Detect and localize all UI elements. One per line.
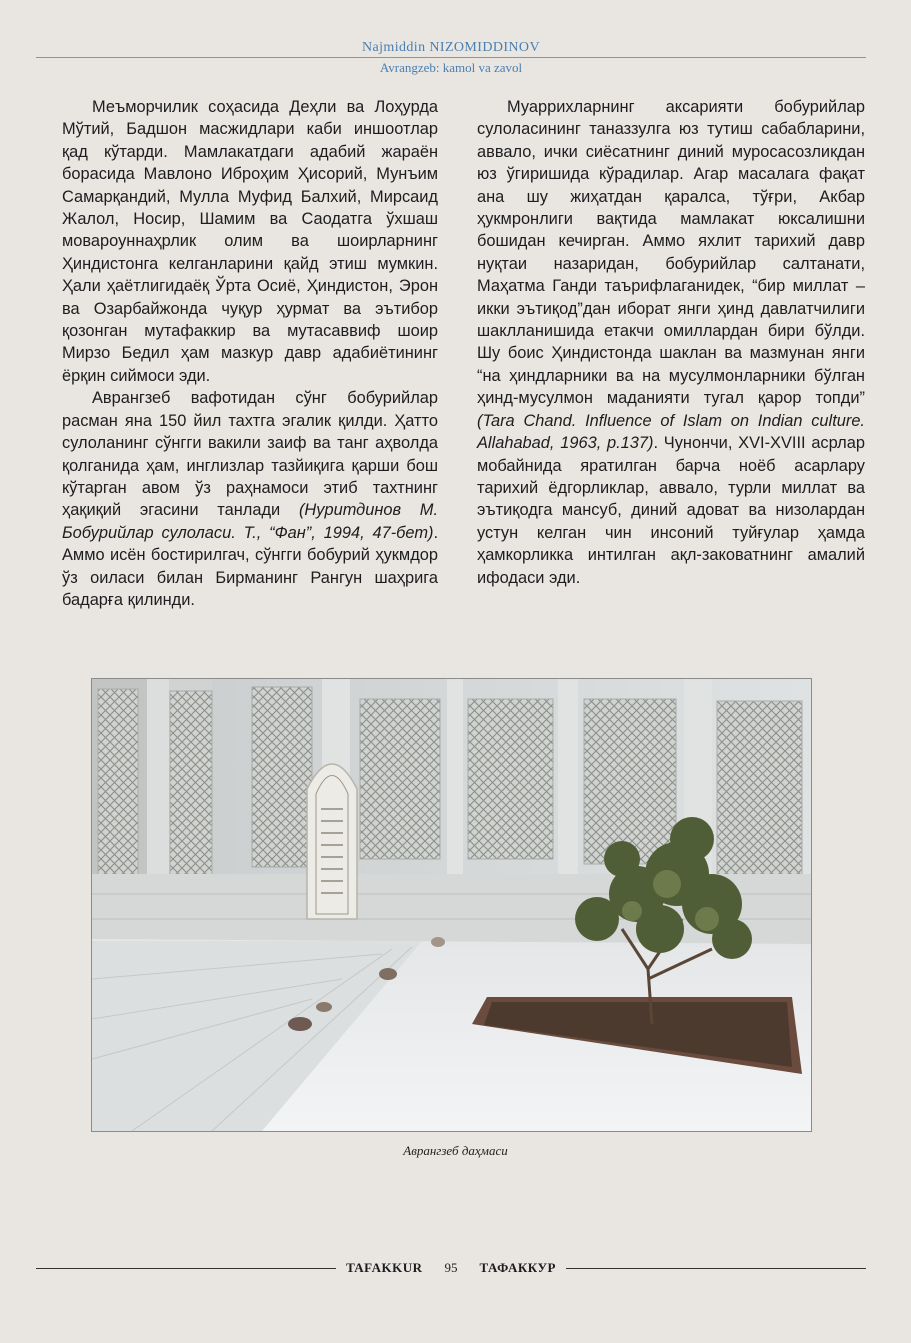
tomb-photo (91, 678, 812, 1132)
footer-rule-left (36, 1268, 336, 1269)
photo-caption: Аврангзеб даҳмаси (403, 1143, 508, 1158)
page-footer (36, 1258, 866, 1278)
footer-journal-latin: TAFAKKUR (346, 1260, 423, 1275)
citation: (Нуритдинов М. Бобурийлар сулоласи. Т., “Фан”, 1994, 47-бет) (62, 501, 438, 542)
left-column (62, 96, 438, 611)
running-header (36, 40, 866, 76)
tomb-illustration (92, 679, 811, 1131)
paragraph-text: Аврангзеб вафотидан сўнг бобурийлар расман яна 150 йил тахтга эгалик қилди. Ҳатто сулоланинг сўнгги вакили заиф ва танг аҳволда қолганида ҳам, инглизлар тазйиқига қарши бош кўтарган авом ўз раҳнамоси этиб тахтнинг ҳақиқий эгасини танлади (62, 389, 438, 520)
paragraph: Меъморчилик соҳасида Деҳли ва Лоҳурда Мўтий, Бадшон масжидлари каби иншоотлар қад кўтарди. Мамлакатдаги адабий жараён борасида Мавлоно Иброҳим Ҳисорий, Мунъим Самарқандий, Мулла Муфид Балхий, Мирсаид Жалол, Носир, Шамим ва Саодатга ўхшаш мовароуннаҳрлик олим ва шоирларнинг Ҳиндистонга келганларини қайд этиш мумкин. Ҳали ҳаётлигидаёқ Ўрта Осиё, Ҳиндистон, Эрон ва Озарбайжонда чуқур ҳурмат ва эътибор қозонган мутафаккир ва мутасаввиф шоир Мирзо Бедил ҳам мазкур давр адабиётининг ёрқин сиймоси эди. (62, 98, 438, 385)
header-subtitle: Avrangzeb: kamol va zavol (379, 60, 523, 75)
header-rule (36, 57, 866, 58)
paragraph (477, 96, 865, 589)
paragraph-text: Муаррихларнинг аксарияти бобурийлар сулоласининг таназзулга юз тутиш сабабларини, аввало, ички сиёсатнинг диний муросасозликдан юз ўгиришида кўрадилар. Агар масалага фақат ана шу жиҳатдан қаралса, тўғри, Акбар ҳукмронлиги вақтида мамлакат юксалишни бошидан кечирган. Аммо яхлит тарихий давр нуқтаи назаридан, бобурийлар салтанати, Маҳатма Ганди таърифлаганидек, “бир миллат – икки эътиқод”дан иборат янги ҳинд давлатчилиги шаклланишида етакчи омиллардан бири бўлди. Шу боис Ҳиндистонда шаклан ва мазмунан янги “на ҳиндларники ва на мусулмонларники бўлган ҳинд-мусулмон маданияти тугал қарор топди” (477, 98, 865, 408)
paragraph-text: . Чунончи, XVI-XVIII асрлар мобайнида яратилган барча ноёб асарлару тарихий ёдгорликлар, аввало, турли миллат ва эътиқодга мансуб, диний адоват ва низолардан устун келган чин инсоний туйғулар ҳамда ҳамкорликка интилган ақл-заковатнинг амалий ифодаси эди. (477, 434, 865, 587)
header-author: Najmiddin NIZOMIDDINOV (362, 40, 540, 55)
paragraph (62, 387, 438, 611)
page-number: 95 (444, 1260, 458, 1275)
right-column (477, 96, 865, 589)
footer-journal-cyrillic: ТАФАККУР (479, 1260, 556, 1275)
citation: (Tara Chand. Influence of Islam on Indian culture. Allahabad, 1963, p.137) (477, 411, 865, 453)
paragraph-text: . Аммо исён бостирилгач, сўнгги бобурий ҳукмдор ўз оиласи билан Бирманинг Рангун шаҳрига бадарға қилинди. (62, 523, 438, 609)
footer-rule-right (566, 1268, 866, 1269)
